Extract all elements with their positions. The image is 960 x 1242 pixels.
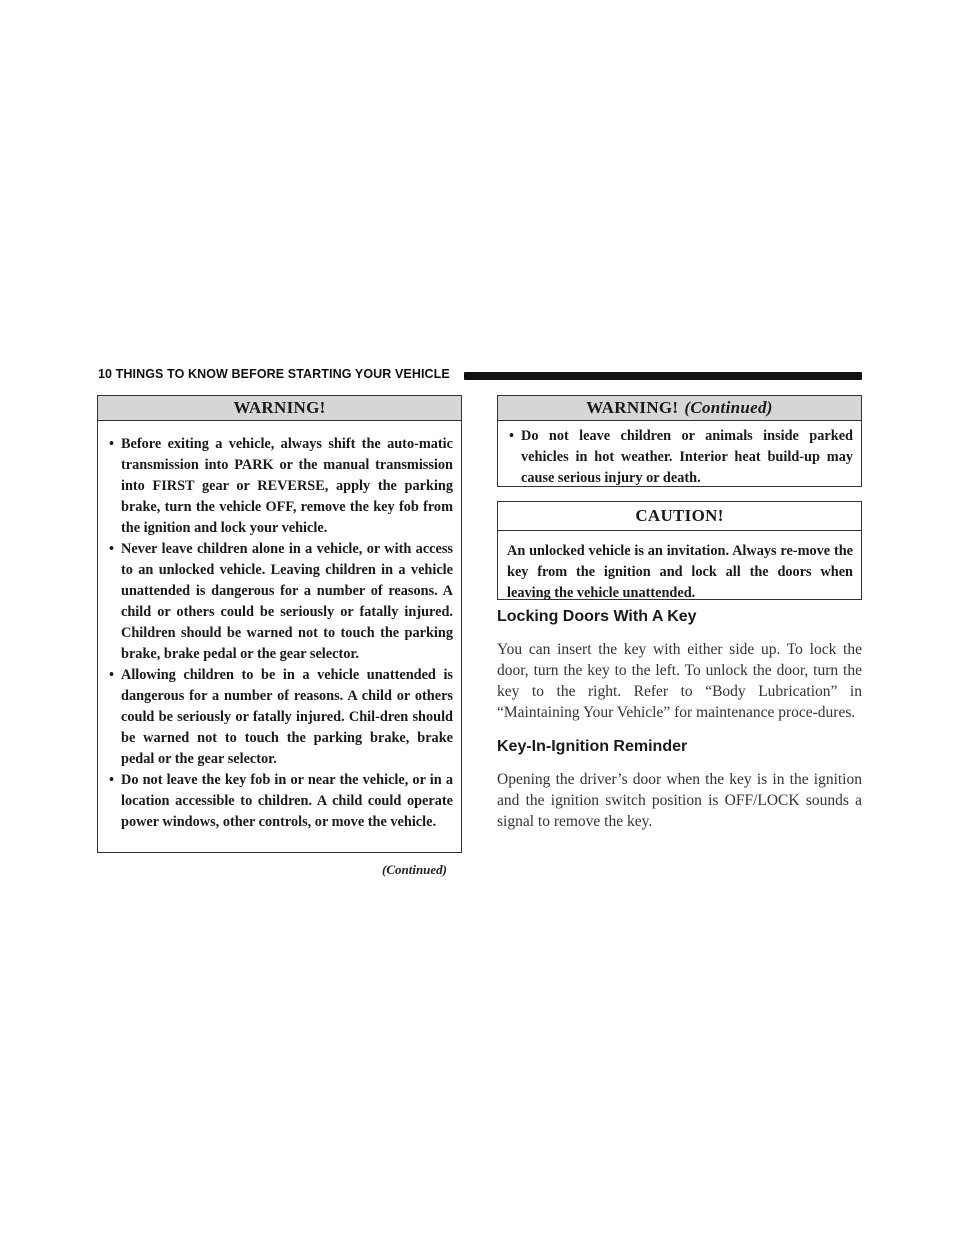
- warning-continued-box: [497, 395, 862, 487]
- caution-title-text: CAUTION!: [635, 506, 724, 525]
- section-title-key-reminder: Key-In-Ignition Reminder: [497, 738, 688, 755]
- warning-box-title: [98, 396, 461, 421]
- warning-item-hot-weather: • Do not leave children or animals inside parked vehicles in hot weather. Interior heat build-up may cause serious injury or death.: [500, 426, 853, 489]
- caution-box-body: An unlocked vehicle is an invitation. Always re-move the key from the ignition and lock all the doors when leaving the vehicle unattended.: [507, 543, 853, 601]
- warning-box-body: [98, 421, 461, 833]
- warning-title-text: WARNING!: [233, 398, 326, 417]
- section-text-locking-doors: You can insert the key with either side up. To lock the door, turn the key to the left. To unlock the door, turn the key to the right. Refer to “Body Lubrication” in “Maintaining Your Vehicle” for maintenance proce-dures.: [497, 641, 862, 721]
- page-header-label: 10 THINGS TO KNOW BEFORE STARTING YOUR VEHICLE: [98, 367, 450, 381]
- warning-list: [100, 434, 453, 833]
- warning-item-exiting: • Before exiting a vehicle, always shift the auto-matic transmission into PARK or the manual transmission into FIRST gear or REVERSE, apply the parking brake, turn the vehicle OFF, remove the key fob from the ignition and lock your vehicle.: [100, 434, 453, 539]
- warning-continued-title-text: WARNING!: [586, 398, 679, 417]
- caution-box-title: [498, 502, 861, 531]
- continued-note: (Continued): [382, 862, 448, 877]
- section-title-locking-doors: Locking Doors With A Key: [497, 608, 697, 625]
- warning-item-children-unattended: • Allowing children to be in a vehicle unattended is dangerous for a number of reasons. A child or others could be seriously or fatally injured. Chil-dren should be warned not to touch the parking brake, brake pedal or the gear selector.: [100, 665, 453, 770]
- section-text-key-reminder: Opening the driver’s door when the key is in the ignition and the ignition switch position is OFF/LOCK sounds a signal to remove the key.: [497, 771, 862, 830]
- warning-continued-list: [500, 426, 853, 489]
- warning-continued-body: [498, 421, 861, 489]
- warning-continued-title: [498, 396, 861, 421]
- warning-item-key-fob: • Do not leave the key fob in or near the vehicle, or in a location accessible to children. A child could operate power windows, other controls, or move the vehicle.: [100, 770, 453, 833]
- header-rule: [464, 372, 862, 380]
- warning-box: [97, 395, 462, 853]
- caution-box: [497, 501, 862, 600]
- warning-continued-suffix: (Continued): [684, 398, 773, 417]
- warning-item-children-alone: • Never leave children alone in a vehicle, or with access to an unlocked vehicle. Leaving children in a vehicle unattended is dangerous for a number of reasons. A child or others could be seriously or fatally injured. Children should be warned not to touch the parking brake, brake pedal or the gear selector.: [100, 539, 453, 665]
- page-header: [98, 366, 862, 386]
